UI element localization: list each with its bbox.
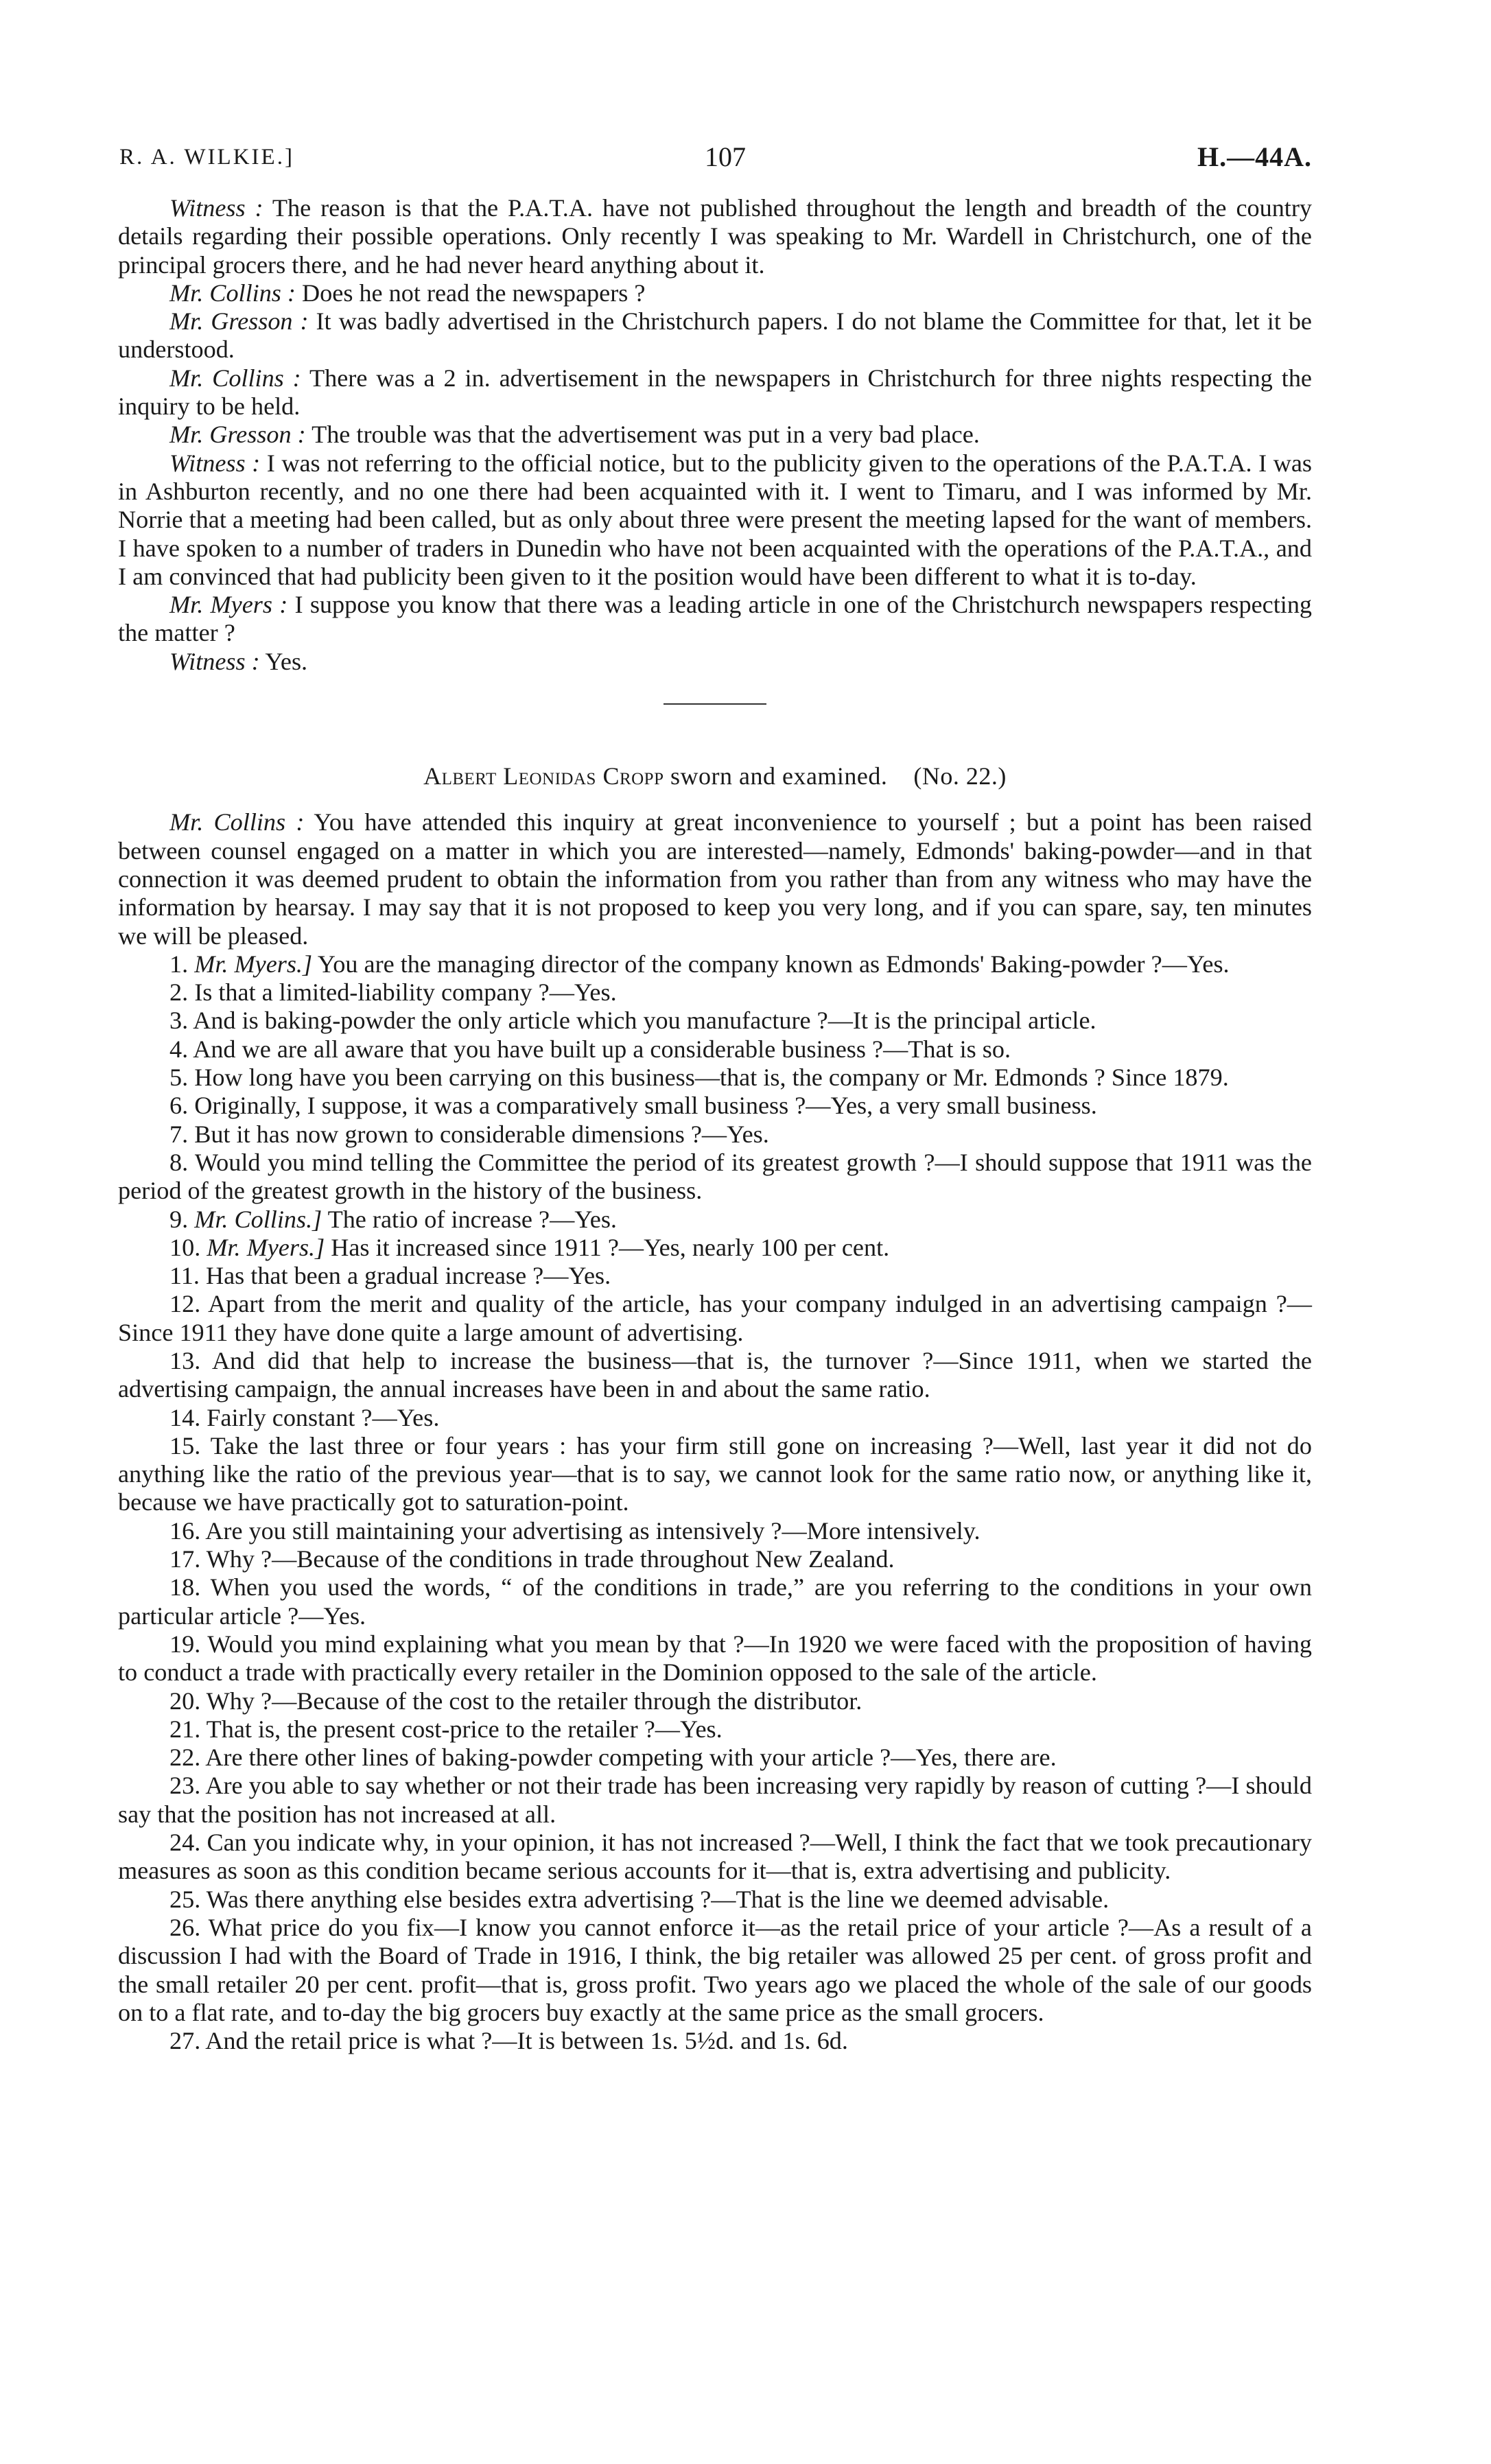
question-number: 10.: [169, 1233, 201, 1261]
question-number: 20.: [169, 1687, 201, 1715]
question-text: But it has now grown to considerable dimensions ?—Yes.: [194, 1120, 769, 1148]
question-item: [118, 1687, 1312, 1715]
question-text: When you used the words, “ of the conditions in trade,” are you referring to the conditions in your own particular article ?—Yes.: [118, 1573, 1312, 1630]
document-body: [118, 194, 1312, 2055]
question-text: Take the last three or four years : has your firm still gone on increasing ?—Well, last year it did not do anything like the ratio of the previous year—that is to say, we cannot look for the same ratio now, or anything like it, because we have practically got to saturation-point.: [118, 1431, 1312, 1516]
speaker: Mr. Collins :: [169, 364, 301, 392]
question-number: 13.: [169, 1346, 201, 1374]
question-text: Was there anything else besides extra advertising ?—That is the line we deemed advisable.: [206, 1885, 1110, 1913]
paragraph-text: Does he not read the newspapers ?: [295, 279, 646, 307]
question-item: [118, 1404, 1312, 1432]
question-number: 22.: [169, 1744, 201, 1772]
page-number: 107: [705, 141, 746, 172]
question-item: [118, 1149, 1312, 1206]
question-text: The ratio of increase ?—Yes.: [322, 1205, 617, 1233]
question-item: [118, 1573, 1312, 1630]
speaker: Mr. Collins.]: [194, 1205, 322, 1233]
question-number: 11.: [169, 1262, 200, 1290]
paragraph-text: The reason is that the P.A.T.A. have not published throughout the length and breadth of the country details regarding their possible operations. Only recently I was speaking to Mr. Wardell in Christchurch, one of the principal grocers there, and he had never heard anything about it.: [118, 194, 1312, 279]
question-item: [118, 1715, 1312, 1744]
question-text: You are the managing director of the company known as Edmonds' Baking-powder ?—Yes.: [312, 950, 1230, 978]
question-text: Why ?—Because of the conditions in trade throughout New Zealand.: [206, 1545, 895, 1573]
speaker: Witness :: [169, 194, 263, 222]
question-text: Fairly constant ?—Yes.: [207, 1403, 440, 1431]
testimony-paragraph: [118, 648, 1312, 676]
question-number: 5.: [169, 1064, 189, 1092]
question-number: 19.: [169, 1630, 201, 1658]
question-number: 25.: [169, 1885, 201, 1913]
question-item: [118, 978, 1312, 1007]
question-number: 21.: [169, 1715, 201, 1743]
speaker: Mr. Gresson :: [169, 421, 306, 449]
question-item: [118, 1234, 1312, 1262]
question-item: [118, 1886, 1312, 1914]
question-text: Would you mind explaining what you mean by that ?—In 1920 we were faced with the proposition of having to conduct a trade with practically every retailer in the Dominion opposed to the sale of the article.: [118, 1630, 1312, 1687]
question-number: 1.: [169, 950, 189, 978]
testimony-paragraph: [118, 279, 1312, 307]
question-item: [118, 1744, 1312, 1772]
question-item: [118, 1545, 1312, 1573]
question-number: 27.: [169, 2027, 201, 2055]
question-item: [118, 1517, 1312, 1545]
question-number: 17.: [169, 1545, 201, 1573]
question-item: [118, 1035, 1312, 1064]
question-item: [118, 1630, 1312, 1687]
speaker: Witness :: [169, 647, 260, 675]
question-text: Has that been a gradual increase ?—Yes.: [205, 1262, 611, 1290]
question-number: 12.: [169, 1290, 201, 1318]
question-number: 18.: [169, 1573, 201, 1601]
paragraph-text: I suppose you know that there was a leading article in one of the Christchurch newspapers respecting the matter ?: [118, 591, 1313, 647]
speaker: Mr. Gresson :: [169, 307, 309, 336]
header-witness-name: R. A. WILKIE.]: [119, 145, 294, 169]
question-number: 7.: [169, 1120, 189, 1148]
section-divider: [664, 703, 766, 705]
intro-paragraph: [118, 808, 1312, 950]
question-number: 8.: [169, 1148, 189, 1176]
question-text: Can you indicate why, in your opinion, it has not increased ?—Well, I think the fact that we took precautionary measures as soon as this condition became serious accounts for it—that is, extra advertising and publicity.: [118, 1829, 1312, 1885]
question-item: [118, 1290, 1312, 1347]
question-item: [118, 1262, 1312, 1290]
question-text: What price do you fix—I know you cannot enforce it—as the retail price of your article ?—As a result of a discussion I had with the Board of Trade in 1916, I think, the big retailer was allowed 25 per cent. of gross profit and the small retailer 20 per cent. profit—that is, gross profit. Two years ago we placed the whole of the sale of our goods on to a flat rate, and to-day the big grocers buy exactly at the same price as the small grocers.: [118, 1913, 1312, 2026]
question-number: 15.: [169, 1431, 201, 1459]
testimony-paragraph: [118, 307, 1312, 364]
question-number: 3.: [169, 1007, 189, 1035]
question-item: [118, 1432, 1312, 1517]
question-item: [118, 1772, 1312, 1829]
sworn-text: sworn and examined.: [664, 762, 888, 790]
witness-heading: [118, 762, 1312, 790]
speaker: Mr. Collins :: [169, 808, 305, 836]
question-text: And the retail price is what ?—It is between 1s. 5½d. and 1s. 6d.: [205, 2027, 848, 2055]
speaker: Mr. Myers.]: [207, 1233, 325, 1261]
question-text: Has it increased since 1911 ?—Yes, nearly 100 per cent.: [325, 1233, 890, 1261]
paragraph-text: I was not referring to the official notice, but to the publicity given to the operations of the P.A.T.A. I was in Ashburton recently, and no one there had been acquainted with it. I went to Timaru, and I was informed by Mr. Norrie that a meeting had been called, but as only about three were present the meeting lapsed for the want of members. I have spoken to a number of traders in Dunedin who have not been acquainted with the operations of the P.A.T.A., and I am convinced that had publicity been given to it the position would have been different to what it is to-day.: [118, 449, 1312, 590]
question-text: Are you able to say whether or not their trade has been increasing very rapidly by reason of cutting ?—I should say that the position has not increased at all.: [118, 1772, 1312, 1828]
question-number: 16.: [169, 1516, 201, 1545]
speaker: Witness :: [169, 449, 261, 477]
paragraph-text: Yes.: [259, 647, 308, 675]
question-text: Are you still maintaining your advertising as intensively ?—More intensively.: [205, 1516, 981, 1545]
document-page: [118, 134, 1312, 2055]
question-number: 6.: [169, 1092, 189, 1120]
question-number: 26.: [169, 1913, 201, 1941]
question-text: And did that help to increase the business—that is, the turnover ?—Since 1911, when we started the advertising campaign, the annual increases have been in and about the same ratio.: [118, 1346, 1312, 1403]
question-item: [118, 1092, 1312, 1120]
question-text: Is that a limited-liability company ?—Yes.: [194, 978, 617, 1007]
paragraph-text: There was a 2 in. advertisement in the newspapers in Christchurch for three nights respecting the inquiry to be held.: [118, 364, 1312, 421]
testimony-paragraph: [118, 449, 1312, 591]
question-number: 23.: [169, 1772, 201, 1800]
speaker: Mr. Myers :: [169, 591, 288, 619]
question-item: [118, 2027, 1312, 2055]
question-item: [118, 950, 1312, 978]
paragraph-text: You have attended this inquiry at great inconvenience to yourself ; but a point has been raised between counsel engaged on a matter in which you are interested—namely, Edmonds' baking-powder—and in that connection it was deemed prudent to obtain the information from you rather than from any witness who may have the information by hearsay. I may say that it is not proposed to keep you very long, and if you can spare, say, ten minutes we will be pleased.: [118, 808, 1312, 950]
speaker: Mr. Collins :: [169, 279, 296, 307]
testimony-paragraph: [118, 364, 1312, 421]
testimony-part-1: [118, 194, 1312, 676]
question-item: [118, 1347, 1312, 1404]
paragraph-text: It was badly advertised in the Christchurch papers. I do not blame the Committee for that, let it be understood.: [118, 307, 1312, 364]
question-text: That is, the present cost-price to the retailer ?—Yes.: [206, 1715, 723, 1743]
question-text: Apart from the merit and quality of the article, has your company indulged in an advertising campaign ?—Since 1911 they have done quite a large amount of advertising.: [118, 1290, 1312, 1346]
paragraph-text: The trouble was that the advertisement was put in a very bad place.: [305, 421, 980, 449]
page-header: [118, 134, 1312, 175]
testimony-paragraph: [118, 421, 1312, 449]
question-number: 2.: [169, 978, 189, 1007]
question-text: Originally, I suppose, it was a comparatively small business ?—Yes, a very small business.: [194, 1092, 1097, 1120]
question-text: How long have you been carrying on this business—that is, the company or Mr. Edmonds ? Since 1879.: [194, 1064, 1229, 1092]
witness-name: Albert Leonidas Cropp: [423, 762, 664, 790]
question-text: Why ?—Because of the cost to the retailer through the distributor.: [206, 1687, 862, 1715]
question-text: Are there other lines of baking-powder competing with your article ?—Yes, there are.: [205, 1744, 1057, 1772]
testimony-paragraph: [118, 591, 1312, 648]
question-item: [118, 1914, 1312, 2027]
question-item: [118, 1206, 1312, 1234]
question-text: Would you mind telling the Committee the period of its greatest growth ?—I should suppose that 1911 was the period of the greatest growth in the history of the business.: [118, 1148, 1312, 1205]
question-number: 9.: [169, 1205, 189, 1233]
question-item: [118, 1064, 1312, 1092]
question-number: 4.: [169, 1035, 189, 1063]
question-number: 14.: [169, 1403, 201, 1431]
testimony-paragraph: [118, 194, 1312, 279]
question-number: 24.: [169, 1829, 201, 1857]
question-list: [118, 950, 1312, 2056]
witness-number: (No. 22.): [913, 762, 1007, 790]
speaker: Mr. Myers.]: [194, 950, 313, 978]
question-item: [118, 1120, 1312, 1149]
question-text: And we are all aware that you have built up a considerable business ?—That is so.: [193, 1035, 1011, 1063]
question-item: [118, 1007, 1312, 1035]
question-text: And is baking-powder the only article which you manufacture ?—It is the principal article.: [193, 1007, 1096, 1035]
question-item: [118, 1829, 1312, 1886]
document-reference: H.—44A.: [1197, 141, 1312, 172]
